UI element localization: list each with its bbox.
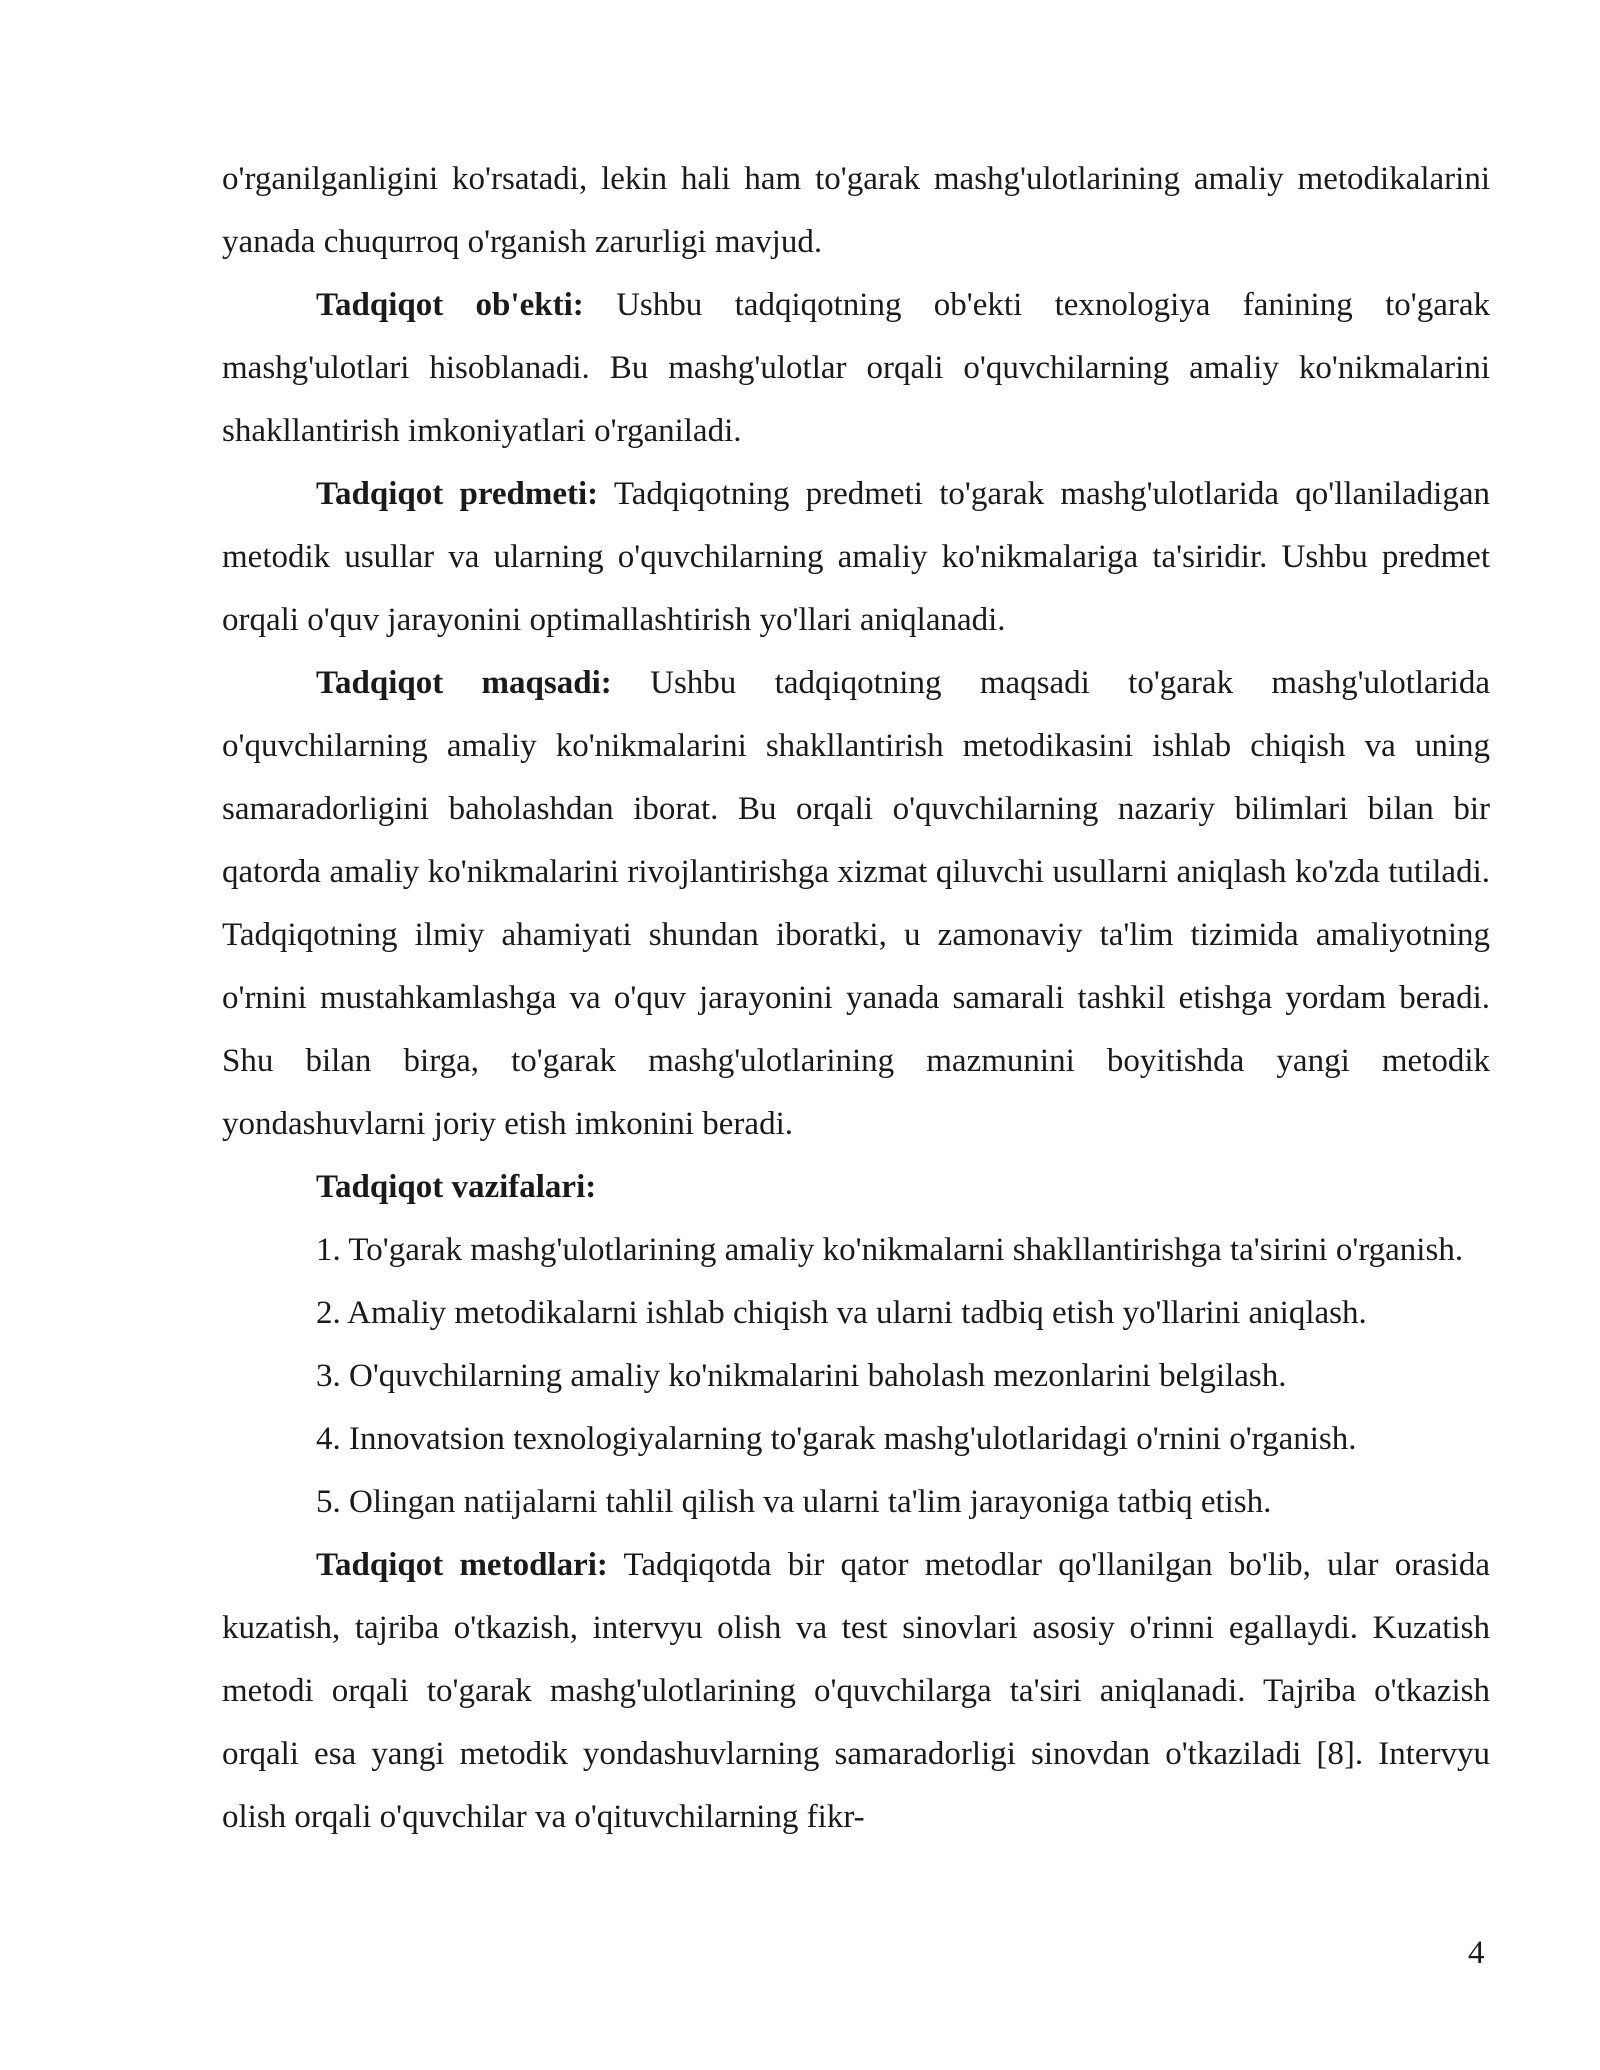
object-text: Ushbu tadqiqotning ob'ekti texnologiya fanining to'garak mashg'ulotlari hisoblanadi. Bu mashg'ulotlar orqali o'quvchilarning amaliy ko'nikmalarini shakllantirish imkoniyatlari o'rganiladi. bbox=[222, 287, 1490, 449]
task-list-item: 3. O'quvchilarning amaliy ko'nikmalarini baholash mezonlarini belgilash. bbox=[316, 1358, 1287, 1394]
methods-paragraph bbox=[222, 1534, 1490, 1849]
intro-text: o'rganilganligini ko'rsatadi, lekin hali ham to'garak mashg'ulotlarining amaliy metodikalarini yanada chuqurroq o'rganish zarurligi mavjud. bbox=[222, 161, 1490, 260]
document-page bbox=[222, 148, 1490, 1849]
methods-text: Tadqiqotda bir qator metodlar qo'llanilgan bo'lib, ular orasida kuzatish, tajriba o'tkazish, intervyu olish va test sinovlari asosiy o'rinni egallaydi. Kuzatish metodi orqali to'garak mashg'ulotlarining o'quvchilarga ta'siri aniqlanadi. Tajriba o'tkazish orqali esa yangi metodik yondashuvlarning samaradorligi sinovdan o'tkaziladi [8]. Intervyu olish orqali o'quvchilar va o'qituvchilarning fikr- bbox=[222, 1547, 1490, 1835]
tasks-heading-paragraph bbox=[222, 1156, 1490, 1219]
subject-text: Tadqiqotning predmeti to'garak mashg'ulotlarida qo'llaniladigan metodik usullar va ularning o'quvchilarning amaliy ko'nikmalariga ta'siridir. Ushbu predmet orqali o'quv jarayonini optimallashtirish yo'llari aniqlanadi. bbox=[222, 476, 1490, 638]
object-paragraph bbox=[222, 274, 1490, 463]
page-number: 4 bbox=[1468, 1935, 1485, 1971]
task-list-item: 2. Amaliy metodikalarni ishlab chiqish va ularni tadbiq etish yo'llarini aniqlash. bbox=[316, 1295, 1367, 1331]
task-list-item: 5. Olingan natijalarni tahlil qilish va ularni ta'lim jarayoniga tatbiq etish. bbox=[316, 1484, 1272, 1520]
task-list-item: 1. To'garak mashg'ulotlarining amaliy ko'nikmalarni shakllantirishga ta'sirini o'rganish. bbox=[316, 1232, 1464, 1268]
methods-heading: Tadqiqot metodlari: bbox=[316, 1547, 608, 1583]
subject-heading: Tadqiqot predmeti: bbox=[316, 476, 599, 512]
object-heading: Tadqiqot ob'ekti: bbox=[316, 287, 584, 323]
goal-heading: Tadqiqot maqsadi: bbox=[316, 665, 612, 701]
task-list-item: 4. Innovatsion texnologiyalarning to'garak mashg'ulotlaridagi o'rnini o'rganish. bbox=[316, 1421, 1357, 1457]
tasks-heading: Tadqiqot vazifalari: bbox=[316, 1169, 597, 1205]
goal-text: Ushbu tadqiqotning maqsadi to'garak mashg'ulotlarida o'quvchilarning amaliy ko'nikmalarini shakllantirish metodikasini ishlab chiqish va uning samaradorligini baholashdan iborat. Bu orqali o'quvchilarning nazariy bilimlari bilan bir qatorda amaliy ko'nikmalarini rivojlantirishga xizmat qiluvchi usullarni aniqlash ko'zda tutiladi. Tadqiqotning ilmiy ahamiyati shundan iboratki, u zamonaviy ta'lim tizimida amaliyotning o'rnini mustahkamlashga va o'quv jarayonini yanada samarali tashkil etishga yordam beradi. Shu bilan birga, to'garak mashg'ulotlarining mazmunini boyitishda yangi metodik yondashuvlarni joriy etish imkonini beradi. bbox=[222, 665, 1490, 1142]
intro-paragraph bbox=[222, 148, 1490, 274]
subject-paragraph bbox=[222, 463, 1490, 652]
goal-paragraph bbox=[222, 652, 1490, 1156]
